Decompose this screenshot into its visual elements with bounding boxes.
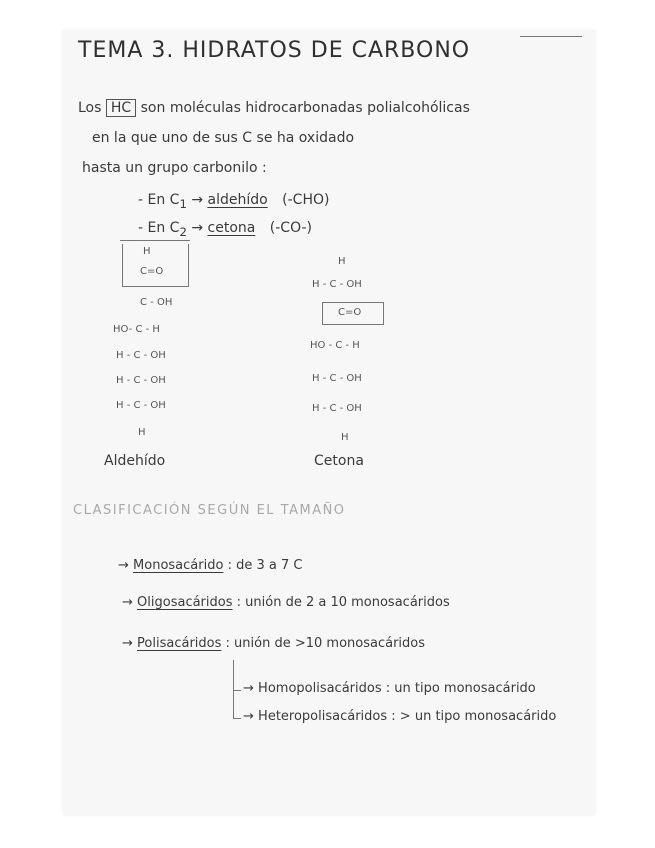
branch-tick: [233, 690, 241, 691]
aldehyde-box-right: [188, 244, 189, 286]
intro-prefix: Los: [78, 100, 102, 116]
intro-line-1: [78, 100, 470, 116]
ketone-box-left: [322, 302, 323, 324]
arrow-icon: →: [191, 192, 204, 208]
aldehyde-term: aldehído: [207, 192, 268, 208]
position-c2-prefix: - En C: [138, 220, 180, 236]
class-item-text: : unión de 2 a 10 monosacáridos: [236, 595, 450, 610]
arrow-icon: →: [122, 636, 133, 651]
sub-item-text: : > un tipo monosacárido: [391, 709, 557, 724]
arrow-icon: →: [243, 681, 254, 696]
ketone-label: Cetona: [314, 453, 364, 469]
ketone-row: H - C - OH: [312, 373, 362, 384]
class-item-polysaccharide: [122, 636, 425, 651]
aldehyde-row: H - C - OH: [116, 375, 166, 386]
position-c2-sub: 2: [179, 224, 187, 239]
sub-item-name: Heteropolisacáridos: [258, 709, 388, 724]
aldehyde-row: C - OH: [140, 297, 173, 308]
classification-heading: CLASIFICACIÓN SEGÚN EL TAMAÑO: [73, 503, 346, 518]
aldehyde-bracket-top: [120, 240, 190, 241]
ketone-row: H: [338, 256, 346, 267]
aldehyde-formula: (-CHO): [282, 192, 330, 208]
sub-item-homopolysaccharide: [243, 681, 536, 696]
intro-line-3: hasta un grupo carbonilo :: [82, 160, 267, 176]
ketone-box-right: [383, 302, 384, 324]
aldehyde-box-left: [122, 244, 123, 286]
ketone-row: H - C - OH: [312, 403, 362, 414]
arrow-icon: →: [122, 595, 133, 610]
class-item-name: Monosacárido: [133, 558, 224, 573]
ketone-row: C=O: [338, 307, 362, 318]
intro-line-2: en la que uno de sus C se ha oxidado: [92, 130, 355, 146]
notebook-page: [63, 30, 595, 815]
aldehyde-label: Aldehído: [104, 453, 166, 469]
position-c1-prefix: - En C: [138, 192, 180, 208]
page-title: TEMA 3. HIDRATOS DE CARBONO: [78, 38, 471, 63]
branch-tick: [233, 718, 241, 719]
class-item-monosaccharide: [118, 558, 302, 573]
sub-item-text: : un tipo monosacárido: [385, 681, 536, 696]
ketone-row: H - C - OH: [312, 279, 362, 290]
aldehyde-row: C=O: [140, 266, 164, 277]
ketone-formula: (-CO-): [269, 220, 313, 236]
ketone-row: H: [341, 432, 349, 443]
position-c1: [138, 192, 329, 211]
aldehyde-row: HO- C - H: [113, 324, 160, 335]
title-underline: [520, 36, 582, 37]
ketone-box-top: [322, 302, 384, 303]
ketone-box-bottom: [322, 324, 384, 325]
sub-item-name: Homopolisacáridos: [258, 681, 382, 696]
class-item-text: : unión de >10 monosacáridos: [225, 636, 426, 651]
hc-abbreviation: HC: [106, 99, 136, 117]
arrow-icon: →: [191, 220, 204, 236]
aldehyde-row: H - C - OH: [116, 350, 166, 361]
branch-line: [233, 660, 234, 718]
class-item-name: Polisacáridos: [137, 636, 222, 651]
class-item-name: Oligosacáridos: [137, 595, 233, 610]
aldehyde-box-bottom: [122, 286, 189, 287]
class-item-text: : de 3 a 7 C: [227, 558, 303, 573]
ketone-row: HO - C - H: [310, 340, 360, 351]
class-item-oligosaccharide: [122, 595, 450, 610]
aldehyde-row: H: [143, 246, 151, 257]
ketone-term: cetona: [207, 220, 256, 236]
position-c1-sub: 1: [179, 196, 187, 211]
intro-definition: son moléculas hidrocarbonadas polialcohólicas: [140, 100, 470, 116]
position-c2: [138, 220, 312, 239]
aldehyde-row: H: [138, 427, 146, 438]
arrow-icon: →: [118, 558, 129, 573]
sub-item-heteropolysaccharide: [243, 709, 556, 724]
aldehyde-row: H - C - OH: [116, 400, 166, 411]
arrow-icon: →: [243, 709, 254, 724]
